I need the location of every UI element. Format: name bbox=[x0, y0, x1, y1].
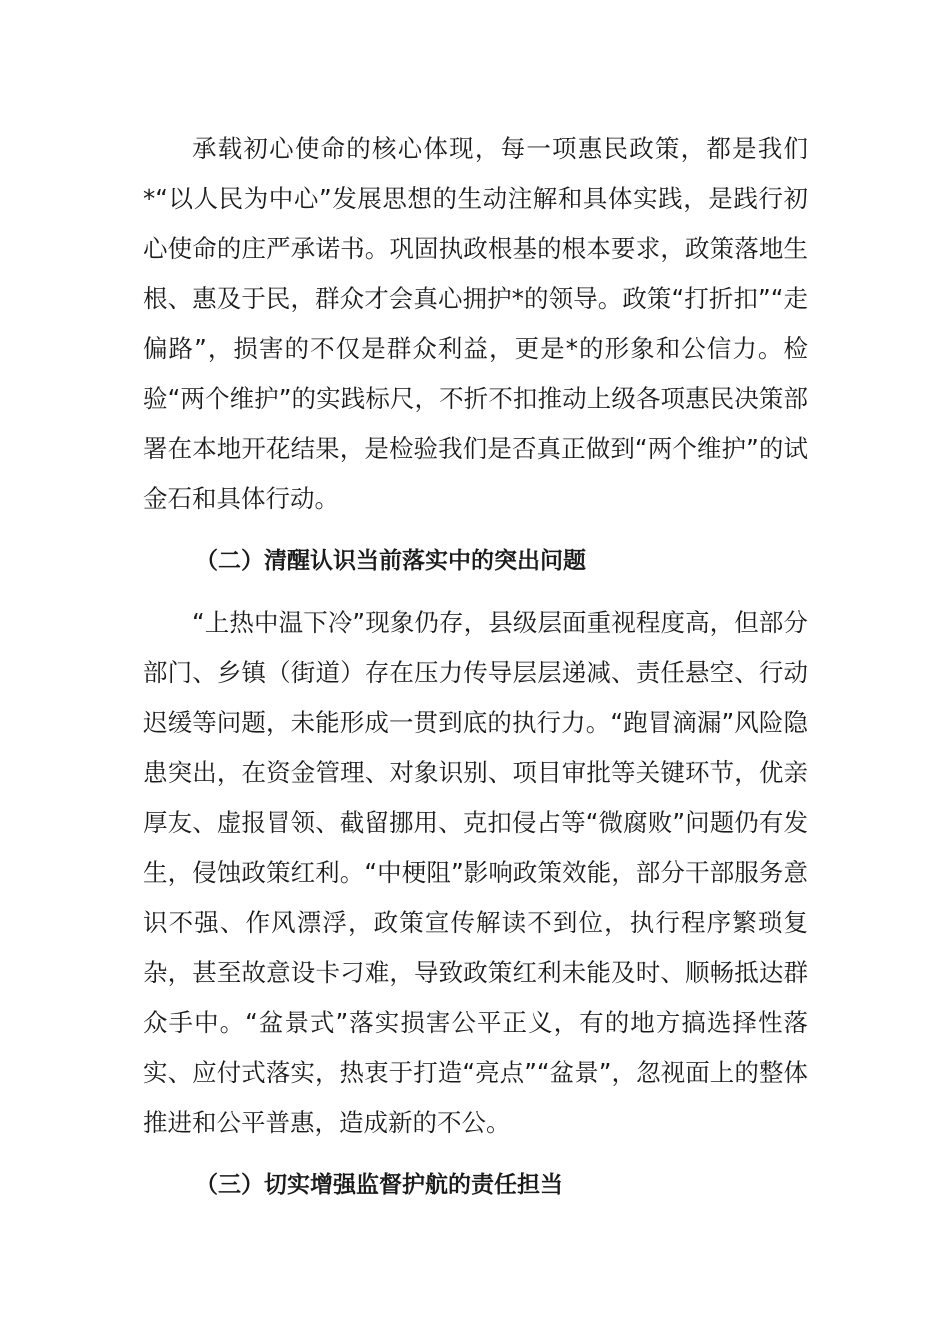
section-heading-3: （三）切实增强监督护航的责任担当 bbox=[195, 1172, 563, 1198]
paragraph-1: 承载初心使命的核心体现，每一项惠民政策，都是我们*“以人民为中心”发展思想的生动注解和具体实践，是践行初心使命的庄严承诺书。巩固执政根基的根本要求，政策落地生根、惠及于民，群众才会真心拥护*的领导。政策“打折扣”“走偏路”，损害的不仅是群众利益，更是*的形象和公信力。检验“两个维护”的实践标尺，不折不扣推动上级各项惠民决策部署在本地开花结果，是检验我们是否真正做到“两个维护”的试金石和具体行动。 bbox=[143, 134, 808, 513]
paragraph-2: “上热中温下冷”现象仍存，县级层面重视程度高，但部分部门、乡镇（街道）存在压力传导层层递减、责任悬空、行动迟缓等问题，未能形成一贯到底的执行力。“跑冒滴漏”风险隐患突出，在资金管理、对象识别、项目审批等关键环节，优亲厚友、虚报冒领、截留挪用、克扣侵占等“微腐败”问题仍有发生，侵蚀政策红利。“中梗阻”影响政策效能，部分干部服务意识不强、作风漂浮，政策宣传解读不到位，执行程序繁琐复杂，甚至故意设卡刁难，导致政策红利未能及时、顺畅抵达群众手中。“盆景式”落实损害公平正义，有的地方搞选择性落实、应付式落实，热衷于打造“亮点”“盆景”，忽视面上的整体推进和公平普惠，造成新的不公。 bbox=[143, 608, 808, 1137]
section-heading-2: （二）清醒认识当前落实中的突出问题 bbox=[195, 548, 586, 574]
document-body bbox=[143, 124, 808, 1222]
